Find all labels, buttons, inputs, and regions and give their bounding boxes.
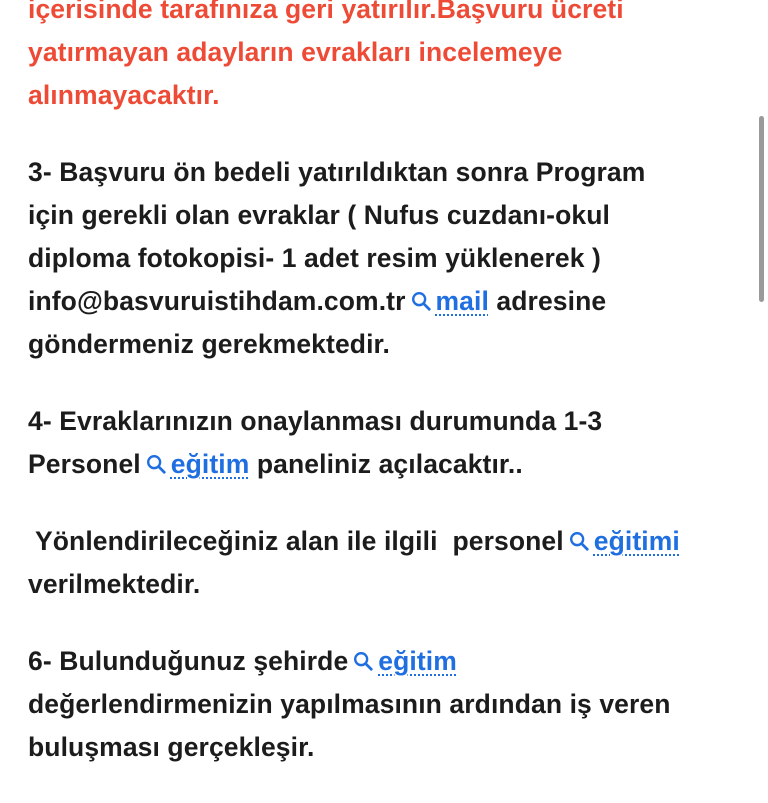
step-4-paragraph <box>28 400 740 486</box>
step-4-after-link: paneliniz açılacaktır.. <box>249 449 523 479</box>
egitimi-link-label: eğitimi <box>593 526 680 556</box>
warning-line-1: içerisinde tarafınıza geri yatırılır.Başvuru ücreti <box>28 0 624 24</box>
search-icon <box>352 650 374 672</box>
article-content <box>28 0 740 803</box>
step-3-line-2: için gerekli olan evraklar ( Nufus cuzdanı-okul <box>28 200 610 230</box>
mail-search-link[interactable] <box>406 286 489 316</box>
egitim-link-label: eğitim <box>170 449 250 479</box>
step-3-paragraph <box>28 151 740 366</box>
search-icon <box>145 453 167 475</box>
step-3-line-3: diploma fotokopisi- 1 adet resim yüklenerek ) <box>28 243 601 273</box>
step-3-after-link: adresine <box>488 286 607 316</box>
step-6-before-link: 6- Bulunduğunuz şehirde <box>28 646 349 676</box>
egitim-link-label-2: eğitim <box>378 646 457 676</box>
step-5-before-link: Yönlendirileceğiniz alan ile ilgili personel <box>28 526 564 556</box>
step-3-line-5: göndermeniz gerekmektedir. <box>28 329 390 359</box>
step-6-paragraph <box>28 640 740 769</box>
mail-link-label: mail <box>435 286 489 316</box>
egitim-search-link-1[interactable] <box>141 449 250 479</box>
step-5-paragraph <box>28 520 740 606</box>
search-icon <box>410 290 432 312</box>
step-6-line-2: değerlendirmenizin yapılmasının ardından iş veren <box>28 689 671 719</box>
email-text: info@basvuruistihdam.com.tr <box>28 286 406 316</box>
vertical-scrollbar[interactable] <box>759 116 764 302</box>
warning-line-3: alınmayacaktır. <box>28 80 220 110</box>
warning-paragraph <box>28 0 740 117</box>
warning-line-2: yatırmayan adayların evrakları incelemeye <box>28 37 563 67</box>
step-4-before-link: Personel <box>28 449 141 479</box>
egitimi-search-link[interactable] <box>564 526 680 556</box>
step-4-line-1: 4- Evraklarınızın onaylanması durumunda 1-3 <box>28 406 603 436</box>
search-icon <box>568 530 590 552</box>
egitim-search-link-2[interactable] <box>348 646 457 676</box>
step-5-line-2: verilmektedir. <box>28 569 201 599</box>
step-3-line-1: 3- Başvuru ön bedeli yatırıldıktan sonra Program <box>28 157 646 187</box>
step-6-line-3: buluşması gerçekleşir. <box>28 732 315 762</box>
